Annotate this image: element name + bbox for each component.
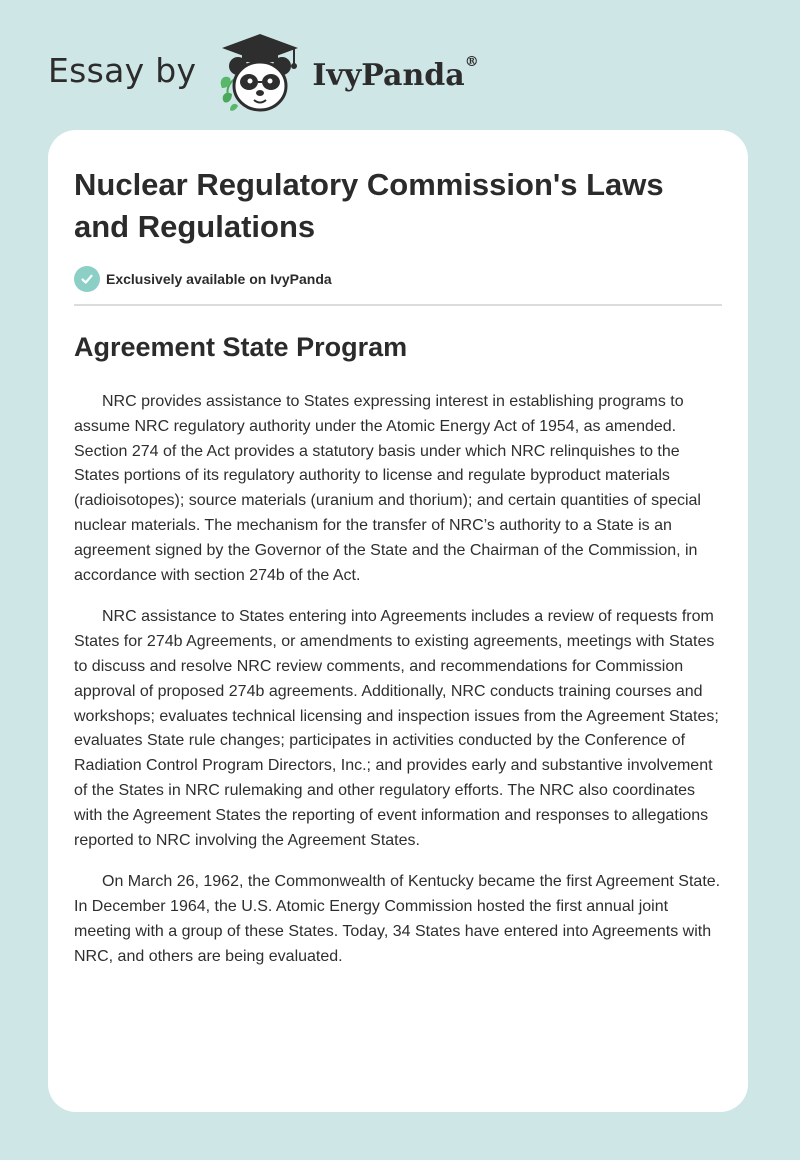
divider	[74, 304, 722, 306]
section-heading: Agreement State Program	[74, 332, 408, 362]
paragraph: NRC assistance to States entering into Agreements includes a review of requests from States for 274b Agreements, or amendments to existing agreements, meetings with States to discuss and resolve NRC review comments, and recommendations for Commission approval of proposed 274b agreements. Additionally, NRC conducts training courses and workshops; evaluates technical licensing and inspection issues from the Agreement States; evaluates State rule changes; participates in activities conducted by the Conference of Radiation Control Program Directors, Inc.; and provides early and substantive involvement of the States in NRC rulemaking and other regulatory efforts. The NRC also coordinates with the Agreement States the reporting of event information and responses to allegations reported to NRC involving the Agreement States.	[74, 608, 719, 849]
panda-logo-icon[interactable]	[214, 30, 306, 116]
registered-mark: ®	[464, 53, 479, 70]
brand-name-text: IvyPanda	[312, 57, 465, 93]
essay-content	[74, 130, 722, 970]
site-header	[48, 28, 479, 118]
exclusive-badge	[74, 266, 722, 292]
essay-card	[48, 130, 748, 1112]
check-icon	[74, 266, 100, 292]
essay-by-label: Essay by	[48, 50, 197, 90]
brand-name[interactable]	[312, 53, 479, 93]
essay-title: Nuclear Regulatory Commission's Laws and Regulations	[74, 167, 664, 244]
paragraph: On March 26, 1962, the Commonwealth of Kentucky became the first Agreement State. In December 1964, the U.S. Atomic Energy Commission hosted the first annual joint meeting with a group of these States. Today, 34 States have entered into Agreements with NRC, and others are being evaluated.	[74, 873, 721, 965]
paragraph: NRC provides assistance to States expressing interest in establishing programs to assume NRC regulatory authority under the Atomic Energy Act of 1954, as amended. Section 274 of the Act provides a statutory basis under which NRC relinquishes to the States portions of its regulatory authority to license and regulate byproduct materials (radioisotopes); source materials (uranium and thorium); and certain quantities of special nuclear materials. The mechanism for the transfer of NRC’s authority to a State is an agreement signed by the Governor of the State and the Chairman of the Commission, in accordance with section 274b of the Act.	[74, 393, 701, 584]
exclusive-badge-label: Exclusively available on IvyPanda	[106, 271, 332, 287]
